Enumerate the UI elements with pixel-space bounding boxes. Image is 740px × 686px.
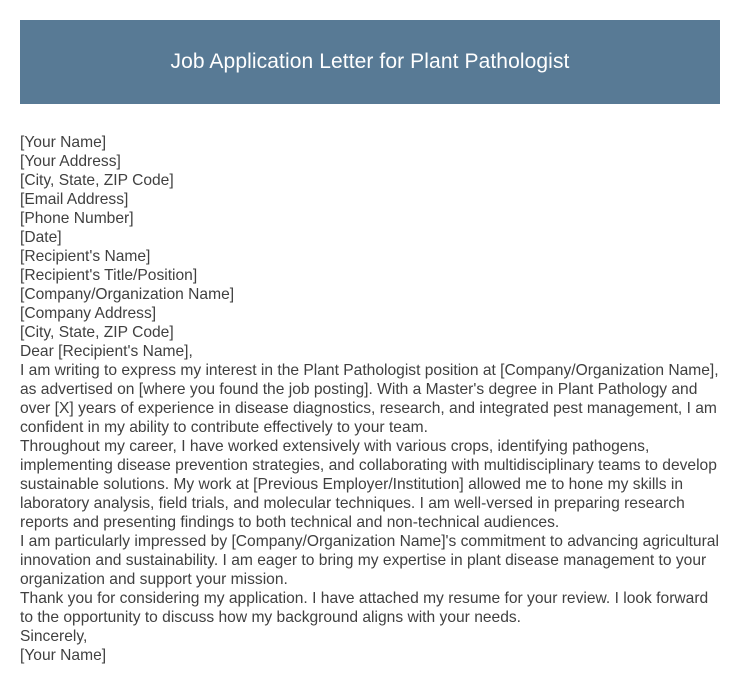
paragraph-thanks: Thank you for considering my application. I have attached my resume for your review. I look forward to the opportunity to discuss how my background aligns with your needs. xyxy=(20,590,709,626)
recipient-company: [Company/Organization Name] xyxy=(20,286,235,303)
paragraph-experience: Throughout my career, I have worked extensively with various crops, identifying pathogens, implementing disease prevention strategies, and collaborating with multidisciplinary teams to develop sustainable solutions. My work at [Previous Employer/Institution] allowed me to hone my skills in laboratory analysis, field trials, and molecular techniques. I am well-versed in preparing research reports and presenting findings to both technical and non-technical audiences. xyxy=(20,438,717,531)
recipient-city-state-zip: [City, State, ZIP Code] xyxy=(20,324,174,341)
recipient-address: [Company Address] xyxy=(20,305,157,322)
recipient-title: [Recipient's Title/Position] xyxy=(20,267,198,284)
salutation: Dear [Recipient's Name], xyxy=(20,343,193,360)
recipient-name: [Recipient's Name] xyxy=(20,248,151,265)
sender-name: [Your Name] xyxy=(20,134,107,151)
letter-body xyxy=(20,133,720,665)
sender-phone: [Phone Number] xyxy=(20,210,134,227)
sender-city-state-zip: [City, State, ZIP Code] xyxy=(20,172,174,189)
closing: Sincerely, xyxy=(20,628,88,645)
title-banner xyxy=(20,20,720,104)
paragraph-interest: I am particularly impressed by [Company/Organization Name]'s commitment to advancing agricultural innovation and sustainability. I am eager to bring my expertise in plant disease management to your organization and support your mission. xyxy=(20,533,719,588)
paragraph-intro: I am writing to express my interest in the Plant Pathologist position at [Company/Organization Name], as advertised on [where you found the job posting]. With a Master's degree in Plant Pathology and over [X] years of experience in disease diagnostics, research, and integrated pest management, I am confident in my ability to contribute effectively to your team. xyxy=(20,362,719,436)
signature-name: [Your Name] xyxy=(20,647,107,664)
page-title: Job Application Letter for Plant Pathologist xyxy=(170,50,570,73)
sender-email: [Email Address] xyxy=(20,191,129,208)
letter-date: [Date] xyxy=(20,229,62,246)
sender-address: [Your Address] xyxy=(20,153,121,170)
